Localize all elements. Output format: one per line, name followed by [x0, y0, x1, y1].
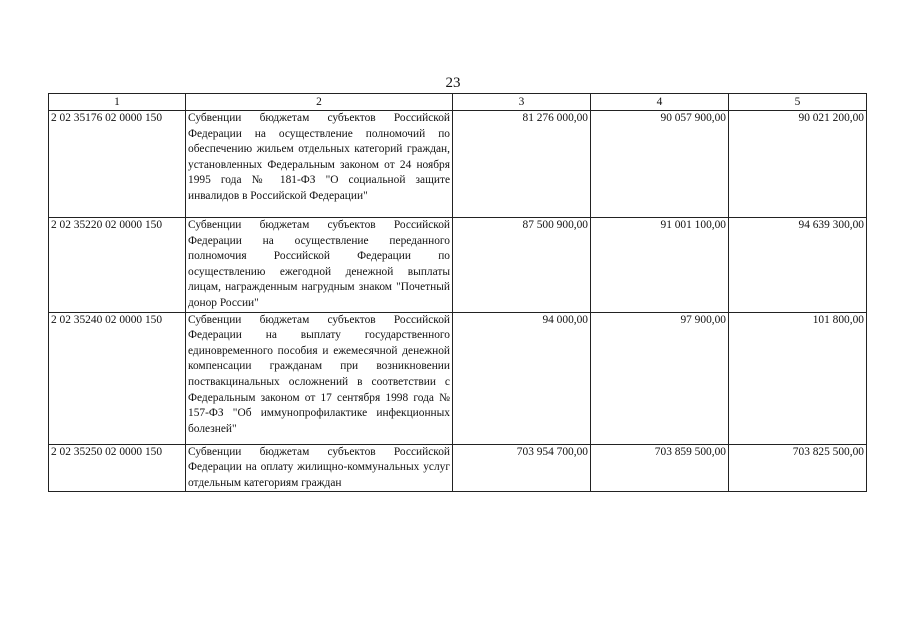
budget-code-cell: 2 02 35176 02 0000 150 — [49, 111, 186, 218]
amount-col5-cell: 703 825 500,00 — [729, 444, 867, 492]
column-header-2: 2 — [186, 94, 453, 111]
table-row — [49, 218, 867, 313]
column-header-1: 1 — [49, 94, 186, 111]
table-row — [49, 111, 867, 218]
amount-col4-cell: 90 057 900,00 — [591, 111, 729, 218]
amount-col3-cell: 703 954 700,00 — [453, 444, 591, 492]
budget-table — [48, 93, 867, 492]
amount-col5-cell: 94 639 300,00 — [729, 218, 867, 313]
budget-code-cell: 2 02 35220 02 0000 150 — [49, 218, 186, 313]
amount-col3-cell: 94 000,00 — [453, 312, 591, 444]
amount-col4-cell: 703 859 500,00 — [591, 444, 729, 492]
table-row — [49, 312, 867, 444]
description-cell: Субвенции бюджетам субъектов Российской Федерации на выплату государственного единовременного пособия и ежемесячной денежной компенсации гражданам при возникновении поствакцинальных осложнений в соответствии с Федеральным законом от 17 сентября 1998 года № 157-ФЗ "Об иммунопрофилактике инфекционных болезней" — [186, 312, 453, 444]
amount-col3-cell: 87 500 900,00 — [453, 218, 591, 313]
description-cell: Субвенции бюджетам субъектов Российской Федерации на осуществление переданного полномочия Российской Федерации по осуществлению ежегодной денежной выплаты лицам, награжденным нагрудным знаком "Почетный донор России" — [186, 218, 453, 313]
table-row — [49, 444, 867, 492]
column-header-4: 4 — [591, 94, 729, 111]
amount-col5-cell: 101 800,00 — [729, 312, 867, 444]
amount-col4-cell: 91 001 100,00 — [591, 218, 729, 313]
column-header-3: 3 — [453, 94, 591, 111]
budget-code-cell: 2 02 35240 02 0000 150 — [49, 312, 186, 444]
amount-col3-cell: 81 276 000,00 — [453, 111, 591, 218]
description-cell: Субвенции бюджетам субъектов Российской Федерации на оплату жилищно-коммунальных услуг отдельным категориям граждан — [186, 444, 453, 492]
page-number: 23 — [445, 75, 461, 91]
amount-col5-cell: 90 021 200,00 — [729, 111, 867, 218]
budget-code-cell: 2 02 35250 02 0000 150 — [49, 444, 186, 492]
description-cell: Субвенции бюджетам субъектов Российской Федерации на осуществление полномочий по обеспечению жильем отдельных категорий граждан, установленных Федеральным законом от 24 ноября 1995 года № 181-ФЗ "О социальной защите инвалидов в Российской Федерации" — [186, 111, 453, 218]
column-header-5: 5 — [729, 94, 867, 111]
amount-col4-cell: 97 900,00 — [591, 312, 729, 444]
table-header-row — [49, 94, 867, 111]
